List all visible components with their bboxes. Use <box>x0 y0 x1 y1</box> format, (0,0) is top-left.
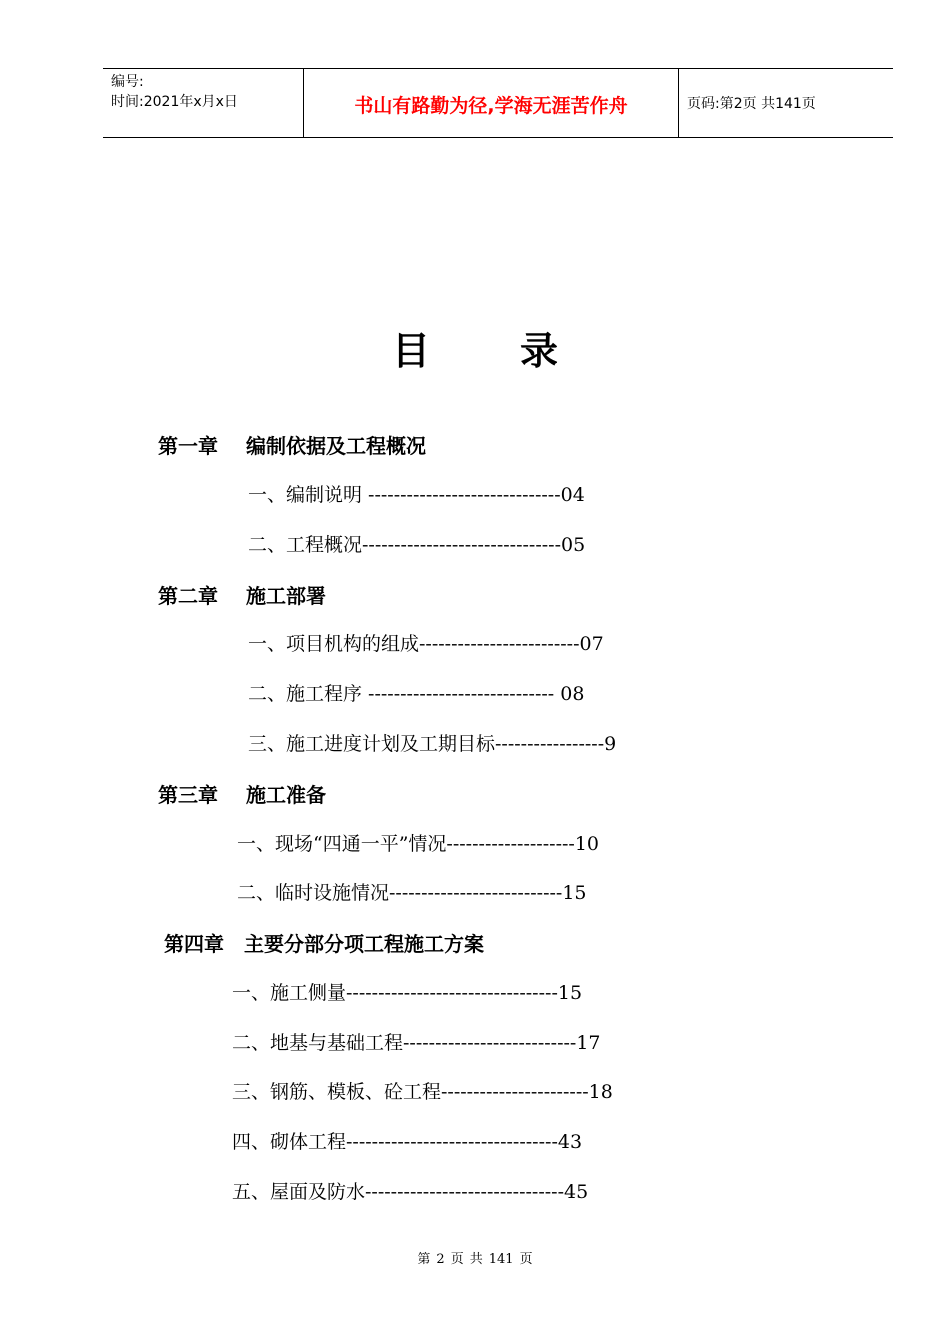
toc-title-right: 录 <box>520 328 559 373</box>
toc-chapter: 第一章 编制依据及工程概况 <box>158 434 426 458</box>
toc-item: 二、工程概况-------------------------------05 <box>248 534 586 556</box>
header-page-cell <box>679 69 893 137</box>
header-motto: 书山有路勤为径,学海无涯苦作舟 <box>354 95 628 117</box>
toc-chapter: 第三章 施工准备 <box>158 783 326 807</box>
toc-item: 二、临时设施情况---------------------------15 <box>237 882 587 904</box>
toc-item: 五、屋面及防水-------------------------------45 <box>232 1181 589 1203</box>
page-header <box>103 68 893 138</box>
toc-item: 一、施工侧量---------------------------------15 <box>232 982 583 1004</box>
toc-title <box>0 320 950 375</box>
toc-item: 四、砌体工程---------------------------------43 <box>232 1131 583 1153</box>
header-motto-cell <box>303 69 679 137</box>
toc-item: 三、钢筋、模板、砼工程-----------------------18 <box>232 1081 613 1103</box>
header-date-label: 时间:2021年x月x日 <box>111 94 238 110</box>
toc-chapter: 第二章 施工部署 <box>158 584 326 608</box>
header-left-cell <box>103 69 303 137</box>
toc-item: 一、现场“四通一平”情况--------------------10 <box>237 833 600 855</box>
toc-item: 一、项目机构的组成-------------------------07 <box>248 633 604 655</box>
toc-chapter: 第四章 主要分部分项工程施工方案 <box>164 932 484 956</box>
toc-title-left: 目 <box>391 328 430 373</box>
header-page-info: 页码:第2页 共141页 <box>687 96 816 112</box>
page-footer: 第 2 页 共 141 页 <box>417 1252 533 1267</box>
header-number-label: 编号: <box>111 74 144 90</box>
toc-item: 二、地基与基础工程---------------------------17 <box>232 1032 601 1054</box>
toc-item: 一、编制说明 ------------------------------04 <box>248 484 585 506</box>
toc-item: 三、施工进度计划及工期目标-----------------9 <box>248 733 617 755</box>
toc-item: 二、施工程序 ----------------------------- 08 <box>248 683 585 705</box>
